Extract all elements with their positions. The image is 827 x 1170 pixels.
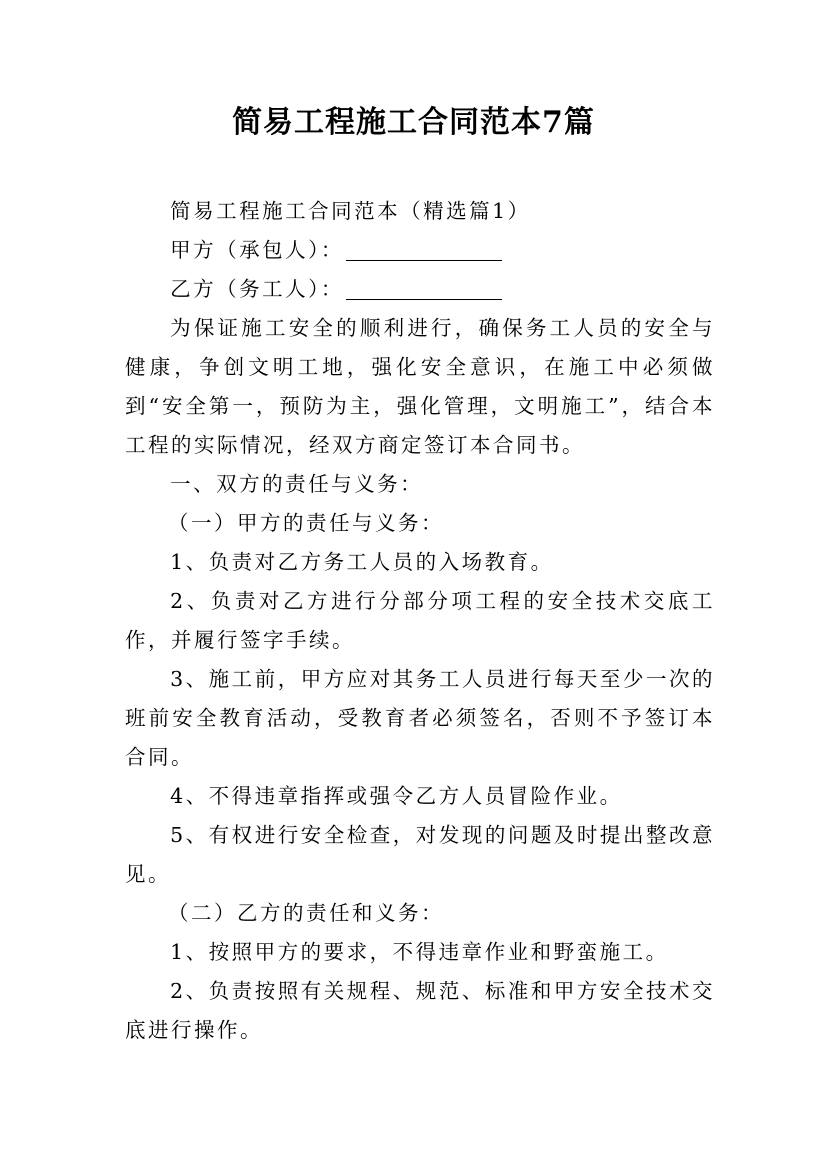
- party-a-item-2: 2、负责对乙方进行分部分项工程的安全技术交底工作，并履行签字手续。: [125, 589, 715, 652]
- party-a-line: [125, 231, 715, 270]
- party-b-blank: [346, 277, 502, 300]
- document-body: [125, 192, 715, 1050]
- party-b-label: 乙方（务工人）：: [170, 277, 344, 301]
- party-a-item-3: 3、施工前，甲方应对其务工人员进行每天至少一次的班前安全教育活动，受教育者必须签名，否则不予签订本合同。: [125, 667, 715, 769]
- party-a-item-1: 1、负责对乙方务工人员的入场教育。: [170, 550, 554, 574]
- party-a-label: 甲方（承包人）：: [170, 238, 344, 262]
- subclause-heading-party-a: （一）甲方的责任与义务：: [168, 511, 445, 535]
- clause-heading-1: 一、双方的责任与义务：: [170, 472, 424, 496]
- party-a-blank: [346, 238, 502, 261]
- party-a-item-5: 5、有权进行安全检查，对发现的问题及时提出整改意见。: [125, 823, 715, 886]
- party-b-item-2: 2、负责按照有关规程、规范、标准和甲方安全技术交底进行操作。: [125, 979, 715, 1042]
- document-title: 简易工程施工合同范本7篇: [232, 105, 595, 140]
- preamble-paragraph: 为保证施工安全的顺利进行，确保务工人员的安全与健康，争创文明工地，强化安全意识，在施工中必须做到“安全第一，预防为主，强化管理，文明施工”，结合本工程的实际情况，经双方商定签订本合同书。: [125, 316, 715, 457]
- party-a-item-4: 4、不得违章指挥或强令乙方人员冒险作业。: [170, 784, 623, 808]
- party-b-item-1: 1、按照甲方的要求，不得违章作业和野蛮施工。: [170, 940, 669, 964]
- section-heading: 简易工程施工合同范本（精选篇1）: [170, 199, 531, 223]
- party-b-line: [125, 270, 715, 309]
- subclause-heading-party-b: （二）乙方的责任和义务：: [168, 901, 445, 925]
